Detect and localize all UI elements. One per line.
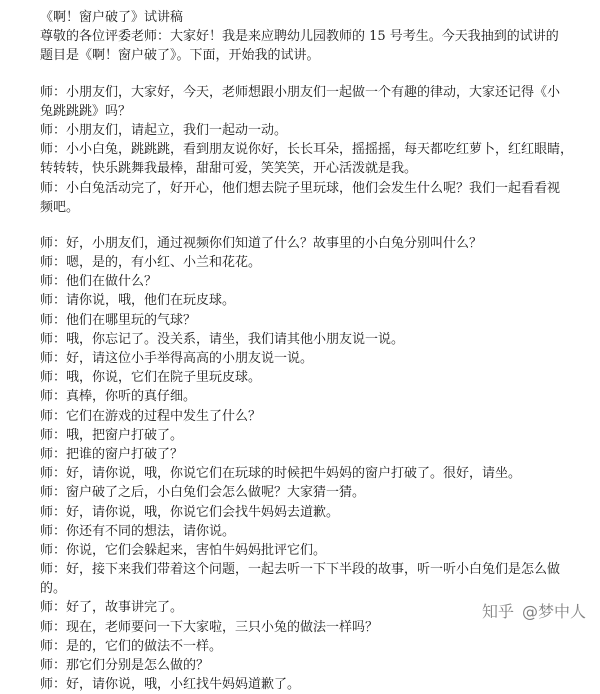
text-line: 师：好，请你说，哦，你说它们在玩球的时候把牛妈妈的窗户打破了。很好，请坐。 xyxy=(40,466,522,482)
document-title: 《啊！窗户破了》试讲稿 xyxy=(40,10,184,25)
text-line: 兔跳跳跳》吗？ xyxy=(40,103,132,119)
text-line: 师：好，小朋友们，通过视频你们知道了什么？故事里的小白兔分别叫什么？ xyxy=(40,235,483,251)
text-line: 师：好，请这位小手举得高高的小朋友说一说。 xyxy=(40,351,314,366)
text-line: 师：小小白兔，跳跳跳，看到朋友说你好，长长耳朵，摇摇摇，每天都吃红萝卜，红红眼睛， xyxy=(40,142,574,158)
text-line: 师：哦，你忘记了。没关系，请坐，我们请其他小朋友说一说。 xyxy=(40,331,405,347)
text-line: 师：哦，把窗户打破了。 xyxy=(40,427,184,443)
text-line: 师：把谁的窗户打破了？ xyxy=(40,446,184,462)
paragraph-gap xyxy=(40,217,592,234)
text-line: 的。 xyxy=(40,581,67,597)
document-body xyxy=(40,8,592,694)
text-line: 师：你还有不同的想法，请你说。 xyxy=(40,523,236,539)
text-line: 频吧。 xyxy=(40,199,80,215)
text-line: 师：哦，你说，它们在院子里玩皮球。 xyxy=(40,370,262,386)
text-line: 师：好了，故事讲完了。 xyxy=(40,600,184,616)
text-line: 师：请你说，哦，他们在玩皮球。 xyxy=(40,293,236,309)
text-line: 师：小白兔活动完了，好开心，他们想去院子里玩球，他们会发生什么呢？我们一起看看视 xyxy=(40,180,561,196)
zhihu-watermark xyxy=(482,599,586,622)
text-line: 师：他们在做什么？ xyxy=(40,274,158,290)
text-line: 师：嗯，是的，有小红、小兰和花花。 xyxy=(40,255,262,271)
text-line: 师：好，接下来我们带着这个问题，一起去听一下下半段的故事，听一听小白兔们是怎么做 xyxy=(40,562,561,578)
text-line: 师：那它们分别是怎么做的？ xyxy=(40,658,210,673)
text-line: 师：现在，老师要问一下大家啦，三只小兔的做法一样吗？ xyxy=(40,619,379,635)
text-line: 转转转，快乐跳舞我最棒，甜甜可爱，笑笑笑，开心活泼就是我。 xyxy=(40,161,418,177)
text-line: 师：好，请你说，哦，小红找牛妈妈道歉了。 xyxy=(40,677,301,693)
text-line: 师：小朋友们，请起立，我们一起动一动。 xyxy=(40,122,288,138)
text-line: 师：你说，它们会躲起来，害怕牛妈妈批评它们。 xyxy=(40,542,327,558)
watermark-author: @梦中人 xyxy=(521,602,586,621)
paragraph-gap xyxy=(40,66,592,83)
text-line: 师：它们在游戏的过程中发生了什么？ xyxy=(40,408,262,424)
text-line: 师：是的，它们的做法不一样。 xyxy=(40,638,223,654)
text-line: 师：他们在哪里玩的气球？ xyxy=(40,312,197,328)
watermark-site: 知乎 xyxy=(481,602,514,621)
text-line: 尊敬的各位评委老师：大家好！我是来应聘幼儿园教师的 15 号考生。今天我抽到的试讲的 xyxy=(40,29,559,45)
text-line: 题目是《啊！窗户破了》。下面，开始我的试讲。 xyxy=(40,48,320,64)
text-line: 师：窗户破了之后，小白兔们会怎么做呢？大家猜一猜。 xyxy=(40,485,366,501)
text-line: 师：好，请你说，哦，你说它们会找牛妈妈去道歉。 xyxy=(40,504,340,520)
text-line: 师：真棒，你听的真仔细。 xyxy=(40,389,197,405)
text-line: 师：小朋友们，大家好，今天，老师想跟小朋友们一起做一个有趣的律动，大家还记得《小 xyxy=(40,84,561,100)
